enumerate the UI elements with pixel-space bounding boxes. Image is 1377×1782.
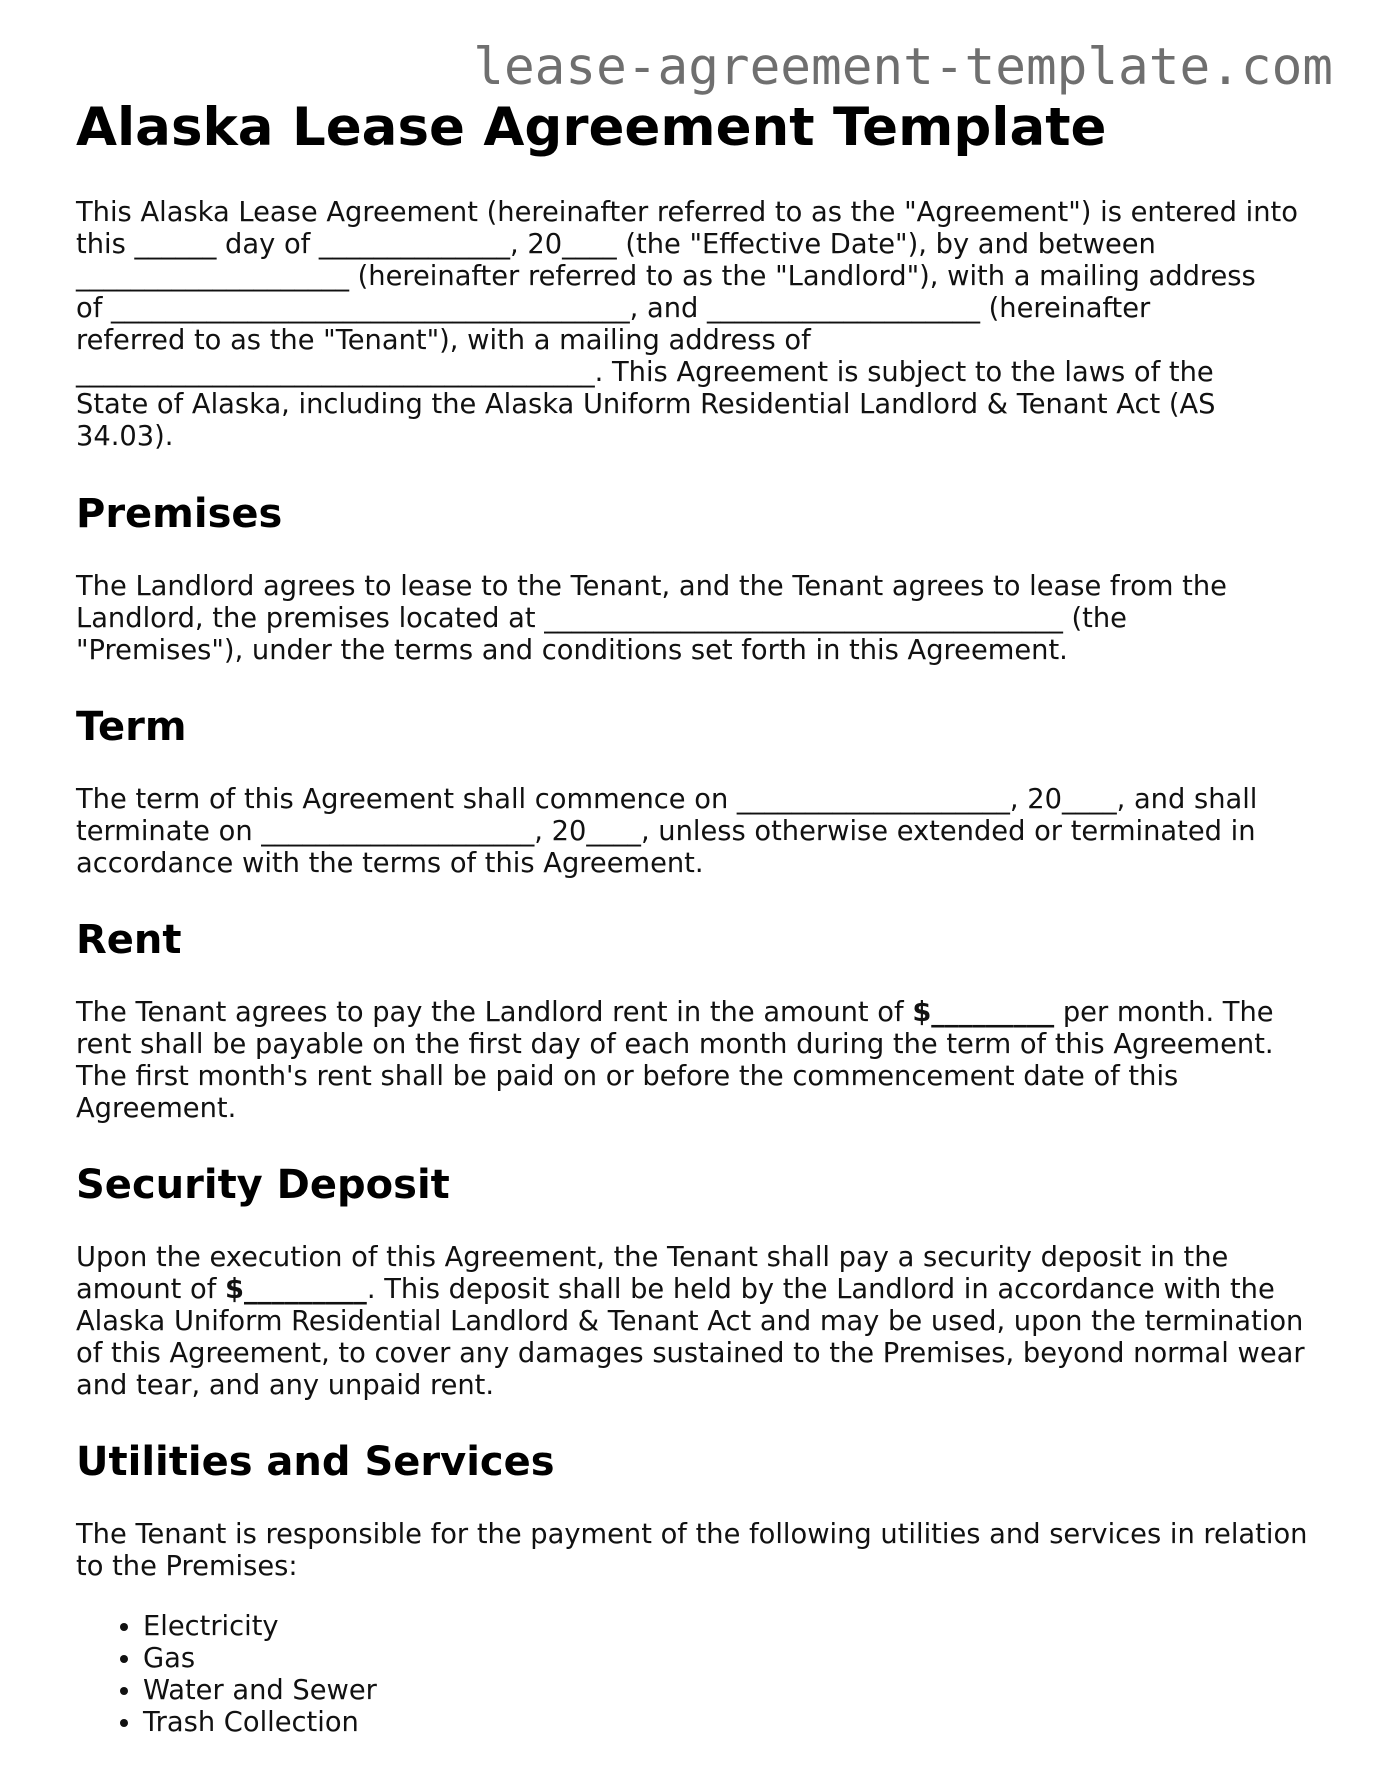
deposit-line: . This deposit shall be held by the Landlord in accordance with the xyxy=(366,1274,1275,1305)
list-item: • Electricity xyxy=(143,1611,1316,1643)
document-body xyxy=(76,96,1316,1739)
intro-line: of ______________________________________, and ____________________ (hereinafter xyxy=(76,293,1151,324)
deposit-line: amount of xyxy=(76,1274,225,1305)
watermark: lease-agreement-template.com xyxy=(473,38,1333,97)
rent-line: The Tenant agrees to pay the Landlord rent in the amount of xyxy=(76,997,913,1028)
intro-line: State of Alaska, including the Alaska Uniform Residential Landlord & Tenant Act (AS 34.03). xyxy=(76,389,1216,452)
utilities-paragraph xyxy=(76,1519,1316,1583)
term-line: The term of this Agreement shall commence on ____________________, 20____, and shall xyxy=(76,784,1258,815)
deposit-line: and tear, and any unpaid rent. xyxy=(76,1370,495,1401)
premises-line: "Premises"), under the terms and conditions set forth in this Agreement. xyxy=(76,635,1068,666)
premises-line: Landlord, the premises located at ______________________________________ (the xyxy=(76,603,1127,634)
utilities-heading: Utilities and Services xyxy=(76,1439,555,1485)
utilities-list xyxy=(76,1611,1316,1739)
deposit-paragraph xyxy=(76,1242,1316,1402)
page-title: Alaska Lease Agreement Template xyxy=(76,97,1107,158)
term-paragraph xyxy=(76,784,1316,880)
deposit-line: of this Agreement, to cover any damages sustained to the Premises, beyond normal wear xyxy=(76,1338,1305,1369)
utilities-line: The Tenant is responsible for the payment of the following utilities and services in relation xyxy=(76,1519,1308,1550)
list-item: • Gas xyxy=(143,1643,1316,1675)
intro-line: ______________________________________. This Agreement is subject to the laws of the xyxy=(76,357,1214,388)
deposit-amount-blank: $_________ xyxy=(225,1274,367,1305)
intro-line: referred to as the "Tenant"), with a mailing address of xyxy=(76,325,811,356)
rent-heading: Rent xyxy=(76,917,182,963)
deposit-heading: Security Deposit xyxy=(76,1162,450,1208)
intro-line: this ______ day of ______________, 20____ (the "Effective Date"), by and between xyxy=(76,229,1156,260)
term-heading: Term xyxy=(76,704,187,750)
rent-amount-blank: $_________ xyxy=(912,997,1055,1028)
list-item: • Water and Sewer xyxy=(143,1675,1316,1707)
list-item: • Trash Collection xyxy=(143,1707,1316,1739)
term-line: terminate on ____________________, 20____, unless otherwise extended or terminated in xyxy=(76,816,1256,847)
premises-line: The Landlord agrees to lease to the Tenant, and the Tenant agrees to lease from the xyxy=(76,571,1227,602)
rent-line: per month. The xyxy=(1054,997,1274,1028)
deposit-line: Alaska Uniform Residential Landlord & Tenant Act and may be used, upon the termination xyxy=(76,1306,1304,1337)
rent-line: Agreement. xyxy=(76,1093,237,1124)
utilities-line: to the Premises: xyxy=(76,1551,298,1582)
intro-paragraph xyxy=(76,197,1316,453)
intro-line: ____________________ (hereinafter referred to as the "Landlord"), with a mailing address xyxy=(76,261,1256,292)
rent-paragraph xyxy=(76,997,1316,1125)
deposit-line: Upon the execution of this Agreement, the Tenant shall pay a security deposit in the xyxy=(76,1242,1229,1273)
intro-line: This Alaska Lease Agreement (hereinafter referred to as the "Agreement") is entered into xyxy=(76,197,1298,228)
premises-heading: Premises xyxy=(76,491,283,537)
rent-line: The first month's rent shall be paid on or before the commencement date of this xyxy=(76,1061,1179,1092)
rent-line: rent shall be payable on the first day of each month during the term of this Agreement. xyxy=(76,1029,1274,1060)
premises-paragraph xyxy=(76,571,1316,667)
term-line: accordance with the terms of this Agreement. xyxy=(76,848,704,879)
